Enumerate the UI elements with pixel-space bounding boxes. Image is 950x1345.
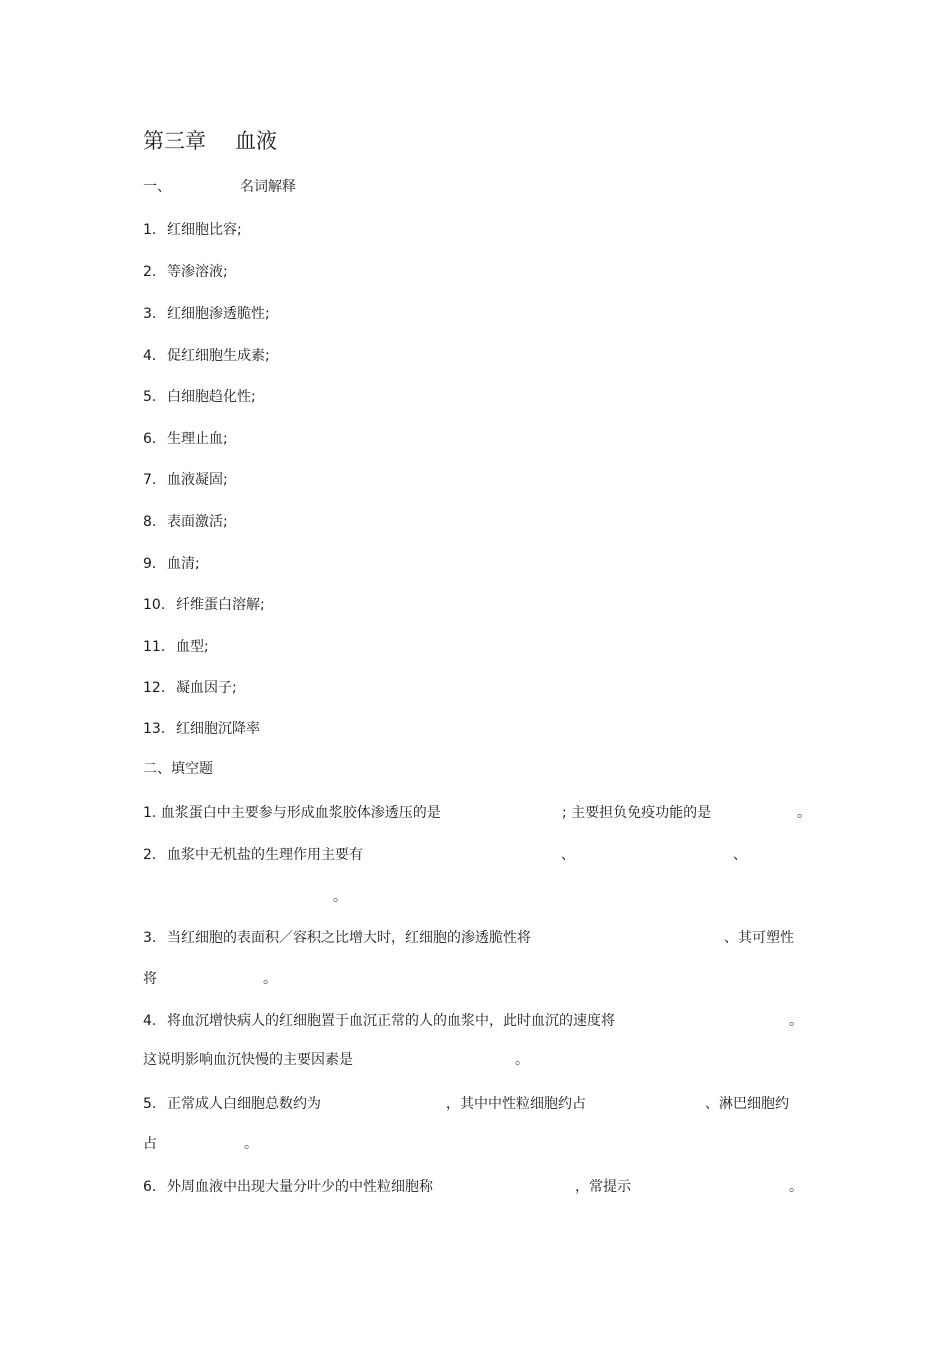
q2-separator: 、 (733, 847, 747, 863)
term-text: 生理止血; (167, 431, 228, 447)
q6-text-mid: ，常提示 (575, 1179, 631, 1195)
term-text: 纤维蛋白溶解; (176, 597, 265, 613)
q5-end: 。 (244, 1136, 258, 1152)
q6-text: 外周血液中出现大量分叶少的中性粒细胞称 (167, 1179, 433, 1195)
q2-separator: 、 (561, 847, 575, 863)
term-text: 等渗溶液; (167, 264, 228, 280)
chapter-title: 血液 (235, 129, 277, 153)
section1-heading: 名词解释 (240, 179, 296, 195)
q2-number: 2. (143, 847, 157, 863)
term-text: 促红细胞生成素; (167, 348, 270, 364)
term-text: 血型; (176, 639, 209, 655)
section1-prefix: 一、 (143, 179, 171, 195)
term-number: 12. (143, 680, 166, 696)
term-number: 1. (143, 222, 157, 238)
q3-text: 当红细胞的表面积／容积之比增大时，红细胞的渗透脆性将 (167, 930, 531, 946)
q4-number: 4. (143, 1013, 157, 1029)
q2-end: 。 (333, 889, 347, 905)
q5-text-mid: ，其中中性粒细胞约占 (446, 1096, 586, 1112)
term-text: 表面激活; (167, 514, 228, 530)
q3-text-mid: 、其可塑性 (724, 930, 794, 946)
q6-number: 6. (143, 1179, 157, 1195)
q3-number: 3. (143, 930, 157, 946)
term-number: 8. (143, 514, 157, 530)
term-number: 5. (143, 389, 157, 405)
q4-end-2: 。 (515, 1052, 529, 1068)
term-number: 2. (143, 264, 157, 280)
term-number: 4. (143, 348, 157, 364)
q1-end: 。 (797, 805, 811, 821)
q5-number: 5. (143, 1096, 157, 1112)
q4-continuation: 这说明影响血沉快慢的主要因素是 (143, 1052, 353, 1068)
term-text: 红细胞渗透脆性; (167, 306, 270, 322)
section2-heading: 二、填空题 (143, 761, 213, 777)
q3-continuation: 将 (143, 971, 157, 987)
term-text: 凝血因子; (176, 680, 237, 696)
chapter-number: 第三章 (143, 129, 206, 153)
q5-continuation: 占 (143, 1136, 157, 1152)
q2-text: 血浆中无机盐的生理作用主要有 (167, 847, 363, 863)
term-number: 10. (143, 597, 166, 613)
q1-text-mid: ; 主要担负免疫功能的是 (562, 805, 712, 821)
term-text: 红细胞比容; (167, 222, 242, 238)
q5-text-mid-2: 、淋巴细胞约 (705, 1096, 789, 1112)
term-text: 红细胞沉降率 (176, 721, 260, 737)
q3-end: 。 (263, 971, 277, 987)
q6-end: 。 (789, 1179, 803, 1195)
q4-text: 将血沉增快病人的红细胞置于血沉正常的人的血浆中，此时血沉的速度将 (167, 1013, 615, 1029)
term-number: 7. (143, 472, 157, 488)
term-text: 白细胞趋化性; (167, 389, 256, 405)
term-number: 6. (143, 431, 157, 447)
q4-end: 。 (789, 1013, 803, 1029)
q1-text: 1. 血浆蛋白中主要参与形成血浆胶体渗透压的是 (143, 805, 441, 821)
term-number: 11. (143, 639, 166, 655)
term-number: 3. (143, 306, 157, 322)
term-text: 血清; (167, 556, 200, 572)
term-number: 9. (143, 556, 157, 572)
term-number: 13. (143, 721, 166, 737)
term-text: 血液凝固; (167, 472, 228, 488)
q5-text: 正常成人白细胞总数约为 (167, 1096, 321, 1112)
